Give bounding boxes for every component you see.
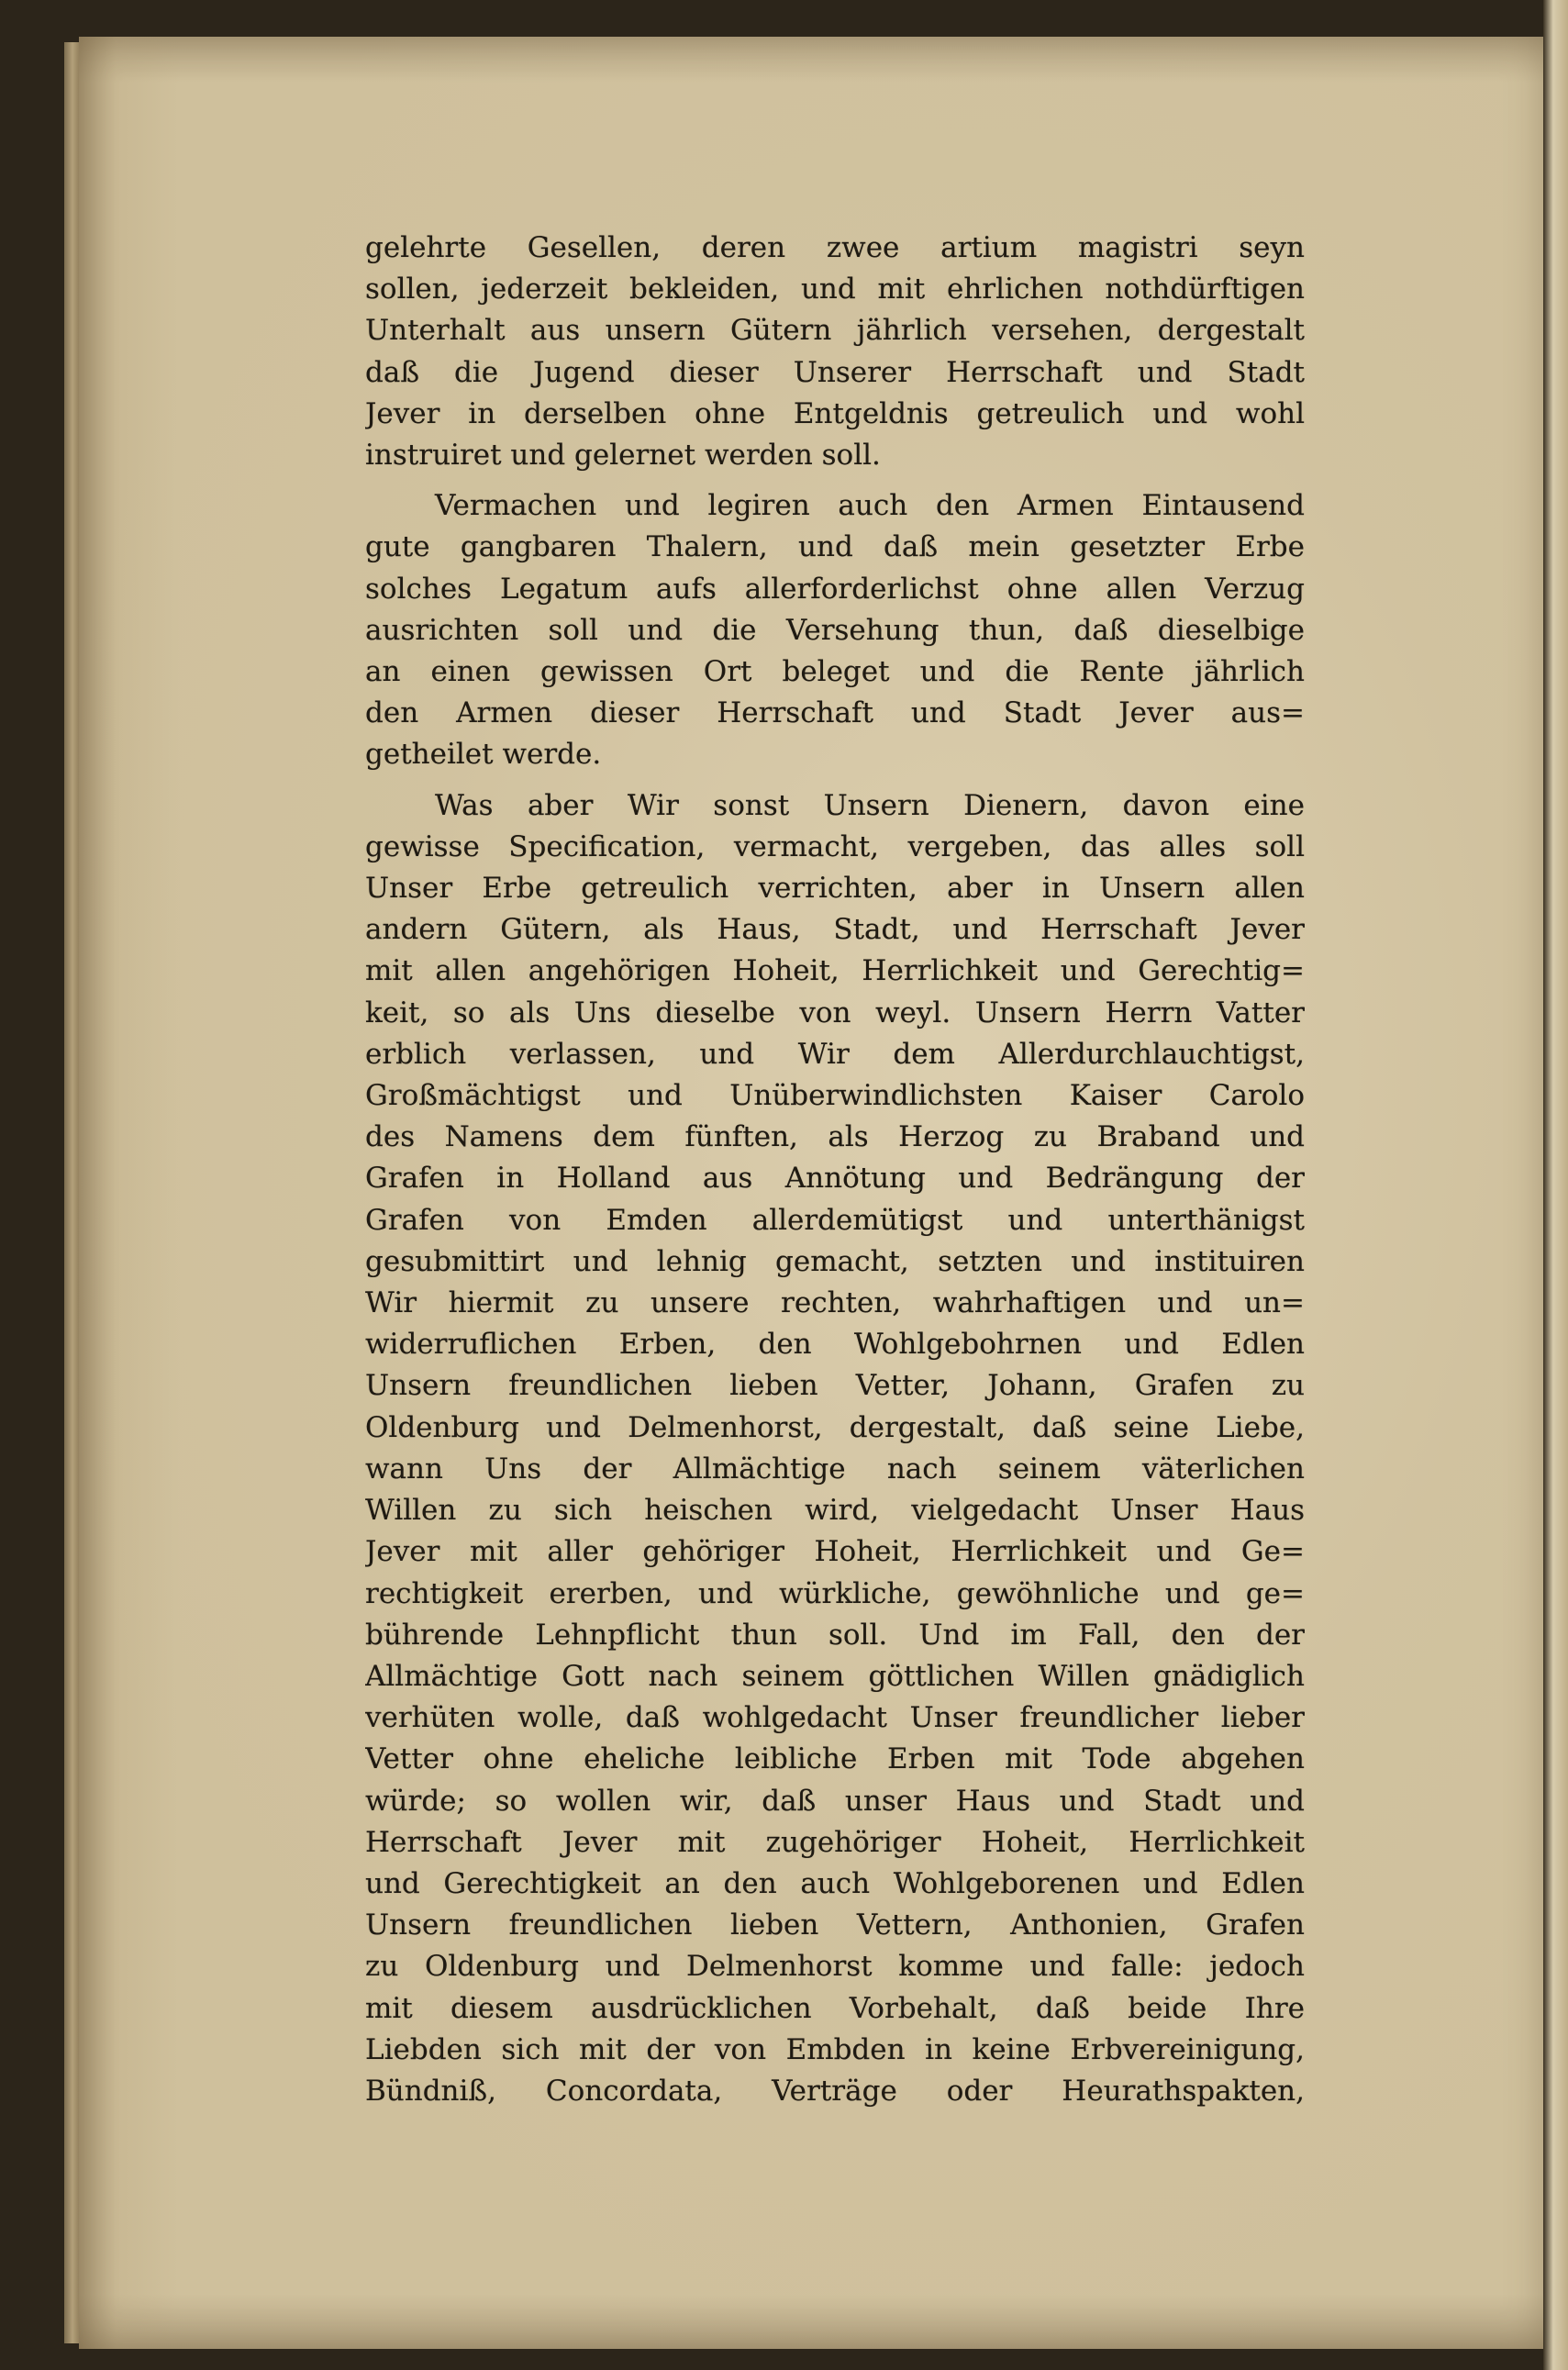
- text-line: andern Gütern, als Haus, Stadt, und Herrschaft Jever: [365, 913, 1305, 947]
- text-line: des Namens dem fünften, als Herzog zu Braband und: [365, 1120, 1305, 1154]
- text-line: rechtigkeit ererben, und würkliche, gewöhnliche und ge=: [365, 1576, 1305, 1610]
- text-line: Vermachen und legiren auch den Armen Eintausend: [435, 489, 1305, 523]
- text-line: Unsern freundlichen lieben Vettern, Anthonien, Grafen: [365, 1908, 1305, 1942]
- text-line: gesubmittirt und lehnig gemacht, setzten und instituiren: [365, 1244, 1305, 1278]
- text-line: gewisse Specification, vermacht, vergeben, das alles soll: [365, 829, 1305, 863]
- text-line: Großmächtigst und Unüberwindlichsten Kaiser Carolo: [365, 1079, 1305, 1113]
- text-line: Unsern freundlichen lieben Vetter, Johann, Grafen zu: [365, 1369, 1305, 1403]
- text-line: Grafen in Holland aus Annötung und Bedrängung der: [365, 1162, 1305, 1196]
- text-line: Vetter ohne eheliche leibliche Erben mit Tode abgehen: [365, 1742, 1305, 1776]
- text-line: mit diesem ausdrücklichen Vorbehalt, daß beide Ihre: [365, 1991, 1305, 2025]
- text-line: Willen zu sich heischen wird, vielgedacht Unser Haus: [365, 1494, 1305, 1528]
- text-line: Was aber Wir sonst Unsern Dienern, davon eine: [435, 788, 1305, 822]
- text-line: ausrichten soll und die Versehung thun, daß dieselbige: [365, 613, 1305, 647]
- text-line: erblich verlassen, und Wir dem Allerdurchlauchtigst,: [365, 1037, 1305, 1071]
- text-line: Herrschaft Jever mit zugehöriger Hoheit, Herrlichkeit: [365, 1825, 1305, 1859]
- facing-page-edge: [1543, 0, 1568, 2370]
- text-line: Jever mit aller gehöriger Hoheit, Herrlichkeit und Ge=: [365, 1535, 1305, 1569]
- paragraph-2: [365, 485, 1305, 775]
- text-line: sollen, jederzeit bekleiden, und mit ehrlichen nothdürftigen: [365, 273, 1305, 306]
- text-line: Bündniß, Concordata, Verträge oder Heurathspakten,: [365, 2074, 1305, 2108]
- text-line: Oldenburg und Delmenhorst, dergestalt, daß seine Liebe,: [365, 1410, 1305, 1444]
- paragraph-3: [365, 785, 1305, 2113]
- text-line: Unser Erbe getreulich verrichten, aber in Unsern allen: [365, 872, 1305, 906]
- text-line: und Gerechtigkeit an den auch Wohlgeborenen und Edlen: [365, 1866, 1305, 1900]
- text-line: Unterhalt aus unsern Gütern jährlich versehen, dergestalt: [365, 314, 1305, 348]
- text-line: getheilet werde.: [365, 738, 602, 772]
- text-line: solches Legatum aufs allerforderlichst ohne allen Verzug: [365, 572, 1305, 606]
- text-line: würde; so wollen wir, daß unser Haus und Stadt und: [365, 1784, 1305, 1818]
- text-line: bührende Lehnpflicht thun soll. Und im Fall, den der: [365, 1618, 1305, 1652]
- text-line: gelehrte Gesellen, deren zwee artium magistri seyn: [365, 231, 1305, 264]
- text-line: den Armen dieser Herrschaft und Stadt Jever aus=: [365, 696, 1305, 730]
- text-line: instruiret und gelernet werden soll.: [365, 439, 881, 473]
- paragraph-1: [365, 228, 1305, 476]
- page-text: [365, 228, 1305, 2112]
- text-line: Jever in derselben ohne Entgeldnis getreulich und wohl: [365, 396, 1305, 430]
- text-line: an einen gewissen Ort beleget und die Rente jährlich: [365, 655, 1305, 689]
- text-line: verhüten wolle, daß wohlgedacht Unser freundlicher lieber: [365, 1701, 1305, 1735]
- text-line: Liebden sich mit der von Embden in keine Erbvereinigung,: [365, 2032, 1305, 2066]
- text-line: widerruflichen Erben, den Wohlgebohrnen und Edlen: [365, 1328, 1305, 1362]
- text-line: mit allen angehörigen Hoheit, Herrlichkeit und Gerechtig=: [365, 954, 1305, 988]
- text-line: daß die Jugend dieser Unserer Herrschaft und Stadt: [365, 355, 1305, 389]
- text-line: wann Uns der Allmächtige nach seinem väterlichen: [365, 1452, 1305, 1485]
- text-line: gute gangbaren Thalern, und daß mein gesetzter Erbe: [365, 530, 1305, 564]
- text-line: keit, so als Uns dieselbe von weyl. Unsern Herrn Vatter: [365, 996, 1305, 1029]
- text-line: zu Oldenburg und Delmenhorst komme und falle: jedoch: [365, 1950, 1305, 1984]
- text-line: Allmächtige Gott nach seinem göttlichen Willen gnädiglich: [365, 1659, 1305, 1693]
- text-line: Grafen von Emden allerdemütigst und unterthänigst: [365, 1203, 1305, 1237]
- text-line: Wir hiermit zu unsere rechten, wahrhaftigen und un=: [365, 1286, 1305, 1320]
